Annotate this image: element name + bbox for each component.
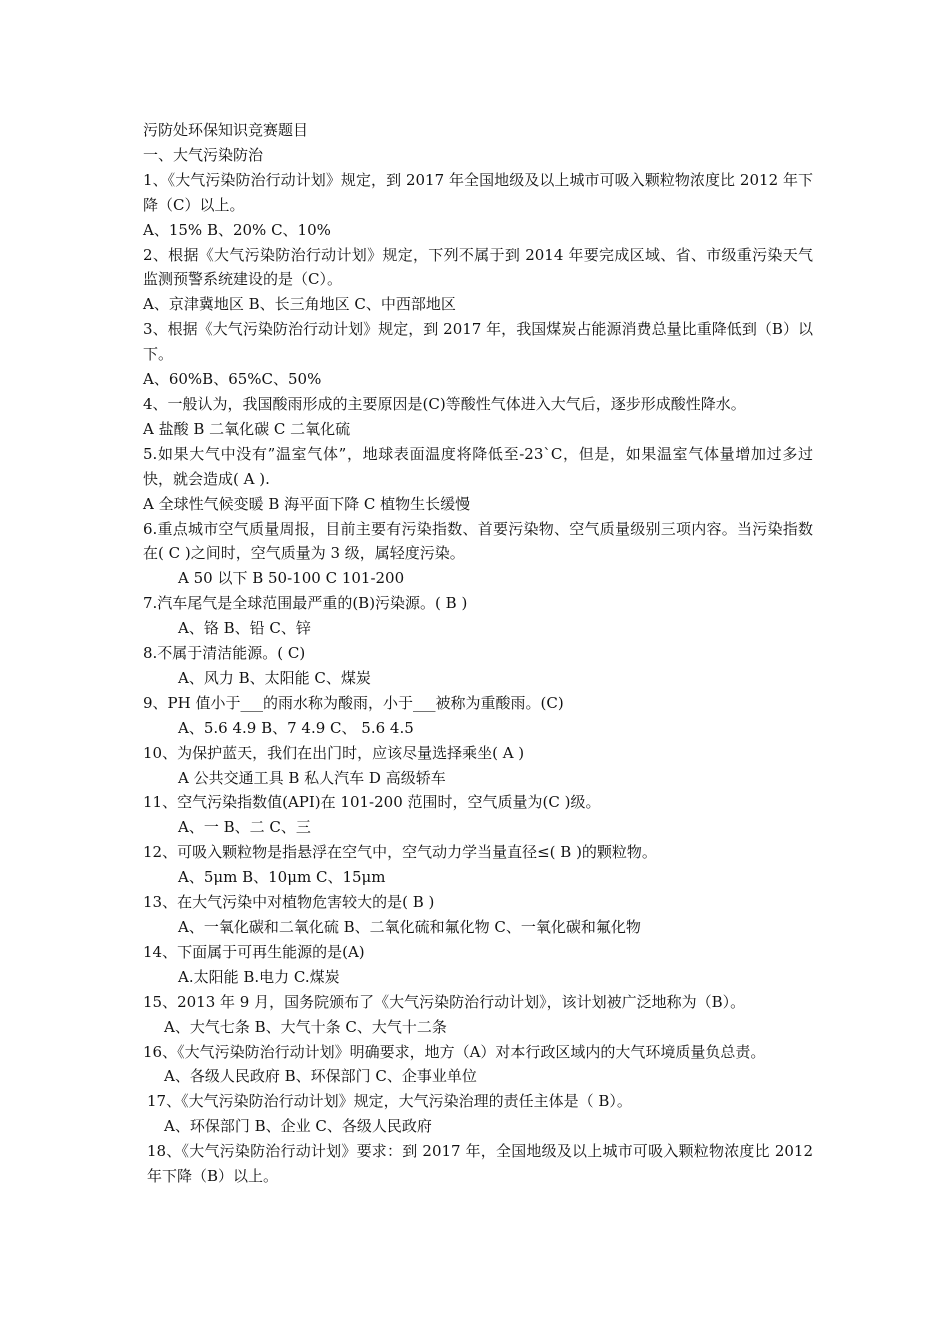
text-line: A、京津冀地区 B、长三角地区 C、中西部地区 xyxy=(143,295,456,314)
text-line: A、铬 B、铅 C、锌 xyxy=(178,619,311,638)
text-line: 5.如果大气中没有”温室气体”，地球表面温度将降低至-23`C，但是，如果温室气体量增加过多过快，就会造成( A ). xyxy=(143,444,813,488)
text-line: A、5.6 4.9 B、7 4.9 C、 5.6 4.5 xyxy=(178,718,414,737)
text-line: 18、《大气污染防治行动计划》要求：到 2017 年，全国地级及以上城市可吸入颗粒物浓度比 2012 年下降（B）以上。 xyxy=(147,1142,813,1186)
text-line: A 全球性气候变暖 B 海平面下降 C 植物生长缓慢 xyxy=(143,494,471,513)
text-line: 13、在大气污染中对植物危害较大的是( B ) xyxy=(143,893,435,912)
text-line: A、15% B、20% C、10% xyxy=(143,220,331,239)
text-line: A 公共交通工具 B 私人汽车 D 高级轿车 xyxy=(178,768,446,787)
text-line: 15、2013 年 9 月，国务院颁布了《大气污染防治行动计划》，该计划被广泛地称为（B）。 xyxy=(143,992,746,1011)
text-line: A、一 B、二 C、三 xyxy=(178,818,311,837)
text-line: A、大气七条 B、大气十条 C、大气十二条 xyxy=(164,1017,447,1036)
text-line: A 盐酸 B 二氧化碳 C 二氧化硫 xyxy=(143,419,351,438)
document-page xyxy=(143,118,813,1189)
text-line: 7.汽车尾气是全球范围最严重的(B)污染源。( B ) xyxy=(143,594,468,613)
text-line: A、各级人民政府 B、环保部门 C、企事业单位 xyxy=(164,1067,477,1086)
text-line: 12、可吸入颗粒物是指悬浮在空气中，空气动力学当量直径≤( B )的颗粒物。 xyxy=(143,843,657,862)
text-line: 2、根据《大气污染防治行动计划》规定，下列不属于到 2014 年要完成区域、省、市级重污染天气监测预警系统建设的是（C）。 xyxy=(143,245,813,289)
question-list xyxy=(143,168,813,1189)
text-line: A、环保部门 B、企业 C、各级人民政府 xyxy=(164,1117,432,1136)
text-line: A 50 以下 B 50-100 C 101-200 xyxy=(178,569,405,588)
text-line: 6.重点城市空气质量周报，目前主要有污染指数、首要污染物、空气质量级别三项内容。当污染指数在( C )之间时，空气质量为 3 级，属轻度污染。 xyxy=(143,519,813,563)
text-line: A、5μm B、10μm C、15μm xyxy=(178,868,386,887)
text-line: A、一氧化碳和二氧化硫 B、二氧化硫和氟化物 C、一氧化碳和氟化物 xyxy=(178,918,641,936)
text-line: 1、《大气污染防治行动计划》规定，到 2017 年全国地级及以上城市可吸入颗粒物浓度比 2012 年下降（C）以上。 xyxy=(143,170,813,214)
text-line: 9、PH 值小于___的雨水称为酸雨，小于___被称为重酸雨。(C) xyxy=(143,693,564,712)
text-line: 3、根据《大气污染防治行动计划》规定，到 2017 年，我国煤炭占能源消费总量比重降低到（B）以下。 xyxy=(143,320,813,364)
text-line: 17、《大气污染防治行动计划》规定，大气污染治理的责任主体是（ B）。 xyxy=(147,1092,632,1111)
text-line: 14、下面属于可再生能源的是(A) xyxy=(143,942,365,961)
section-heading: 一、大气污染防治 xyxy=(143,145,264,164)
text-line: 4、一般认为，我国酸雨形成的主要原因是(C)等酸性气体进入大气后，逐步形成酸性降水。 xyxy=(143,394,746,413)
text-line: A.太阳能 B.电力 C.煤炭 xyxy=(178,967,340,986)
document-title: 污防处环保知识竞赛题目 xyxy=(143,121,309,139)
text-line: A、风力 B、太阳能 C、煤炭 xyxy=(178,668,371,687)
text-line: 16、《大气污染防治行动计划》明确要求，地方（A）对本行政区域内的大气环境质量负总责。 xyxy=(143,1042,766,1061)
text-line: 10、为保护蓝天，我们在出门时，应该尽量选择乘坐( A ) xyxy=(143,743,525,762)
text-line: A、60%B、65%C、50% xyxy=(143,370,322,389)
text-line: 8.不属于清洁能源。( C) xyxy=(143,644,306,663)
text-line: 11、空气污染指数值(API)在 101-200 范围时，空气质量为(C )级。 xyxy=(143,793,601,812)
